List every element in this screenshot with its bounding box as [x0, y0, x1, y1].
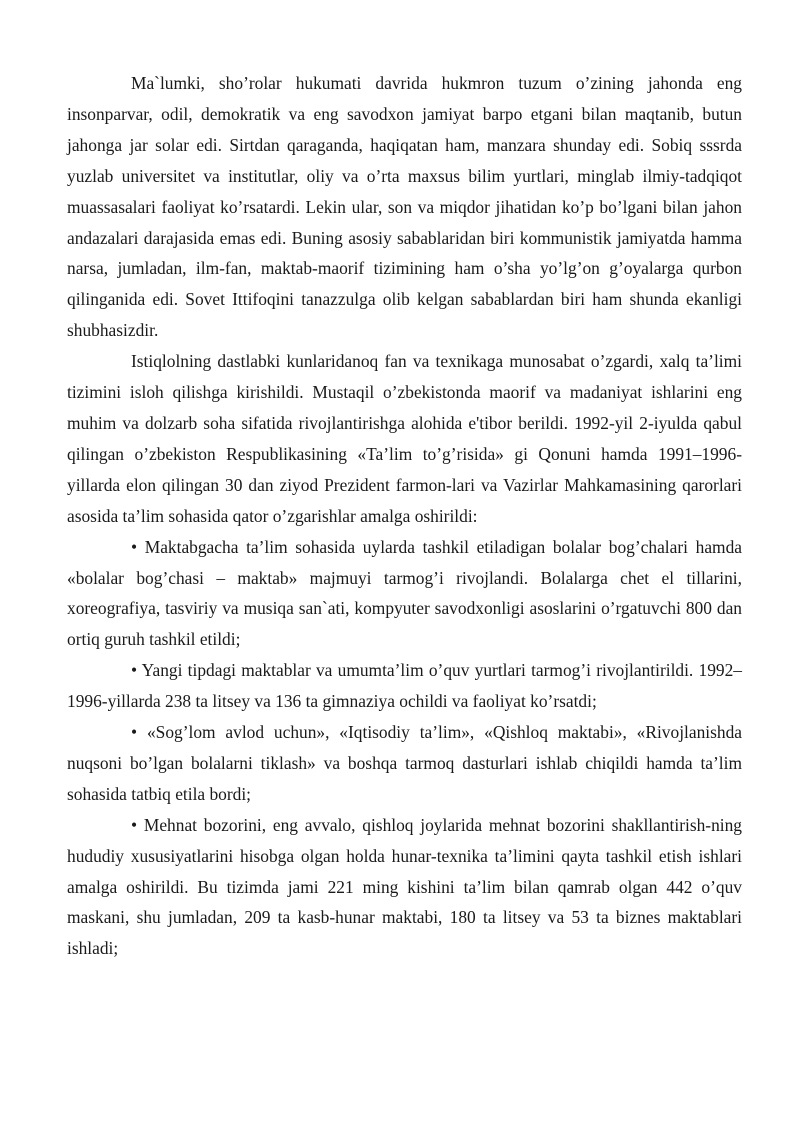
paragraph-independence-reforms: Istiqlolning dastlabki kunlaridanoq fan va texnikaga munosabat o’zgardi, xalq ta’limi tizimini isloh qilishga kirishildi. Mustaqil o’zbekistonda maorif va madaniyat ishlarini eng muhim va dolzarb soha sifatida rivojlantirishga alohida e'tibor berildi. 1992-yil 2-iyulda qabul qilingan o’zbekiston Respublikasining «Ta’lim to’g’risida» gi Qonuni hamda 1991–1996-yillarda elon qilingan 30 dan ziyod Prezident farmon-lari va Vazirlar Mahkamasining qarorlari asosida ta’lim sohasida qator o’zgarishlar amalga oshirildi: — [67, 351, 742, 526]
bullet-vocational-education: • Mehnat bozorini, eng avvalo, qishloq joylarida mehnat bozorini shakllantirish-ning hududiy xususiyatlarini hisobga olgan holda hunar-texnika ta’limini qayta tashkil etish ishlari amalga oshirildi. Bu tizimda jami 221 ming kishini ta’lim bilan qamrab olgan 442 o’quv maskani, shu jumladan, 209 ta kasb-hunar maktabi, 180 ta litsey va 53 ta biznes maktablari ishladi; — [67, 814, 742, 959]
bullet-programs: • «Sog’lom avlod uchun», «Iqtisodiy ta’lim», «Qishloq maktabi», «Rivojlanishda nuqsoni bo’lgan bolalarni tiklash» va boshqa tarmoq dasturlari ishlab chiqildi hamda ta’lim sohasida tatbiq etila bordi; — [67, 722, 742, 804]
bullet-preschool-education: • Maktabgacha ta’lim sohasida uylarda tashkil etiladigan bolalar bog’chalari hamda «bolalar bog’chasi – maktab» majmuyi tarmog’i rivojlandi. Bolalarga chet el tillarini, xoreografiya, tasviriy va musiqa san`ati, kompyuter savodxonligi asoslarini o’rgatuvchi 800 dan ortiq guruh tashkil etildi; — [67, 536, 742, 650]
bullet-new-schools: • Yangi tipdagi maktablar va umumta’lim o’quv yurtlari tarmog’i rivojlantirildi. 1992–1996-yillarda 238 ta litsey va 136 ta gimnaziya ochildi va faoliyat ko’rsatdi; — [67, 660, 742, 712]
document-page — [67, 68, 742, 964]
paragraph-soviet-education: Ma`lumki, sho’rolar hukumati davrida hukmron tuzum o’zining jahonda eng insonparvar, odil, demokratik va eng savodxon jamiyat barpo etgani bilan maqtanib, butun jahonga jar solar edi. Sirtdan qaraganda, haqiqatan ham, manzara shunday edi. Sobiq sssrda yuzlab universitet va institutlar, oliy va o’rta maxsus bilim yurtlari, minglab ilmiy-tadqiqot muassasalari faoliyat ko’rsatardi. Lekin ular, son va miqdor jihatidan ko’p bo’lgani bilan jahon andazalari darajasida emas edi. Buning asosiy sabablaridan biri kommunistik jamiyatda hamma narsa, jumladan, ilm-fan, maktab-maorif tizimining ham o’sha yo’lg’on g’oyalarga qurbon qilinganida edi. Sovet Ittifoqini tanazzulga olib kelgan sabablardan biri ham shunda ekanligi shubhasizdir. — [67, 73, 742, 341]
